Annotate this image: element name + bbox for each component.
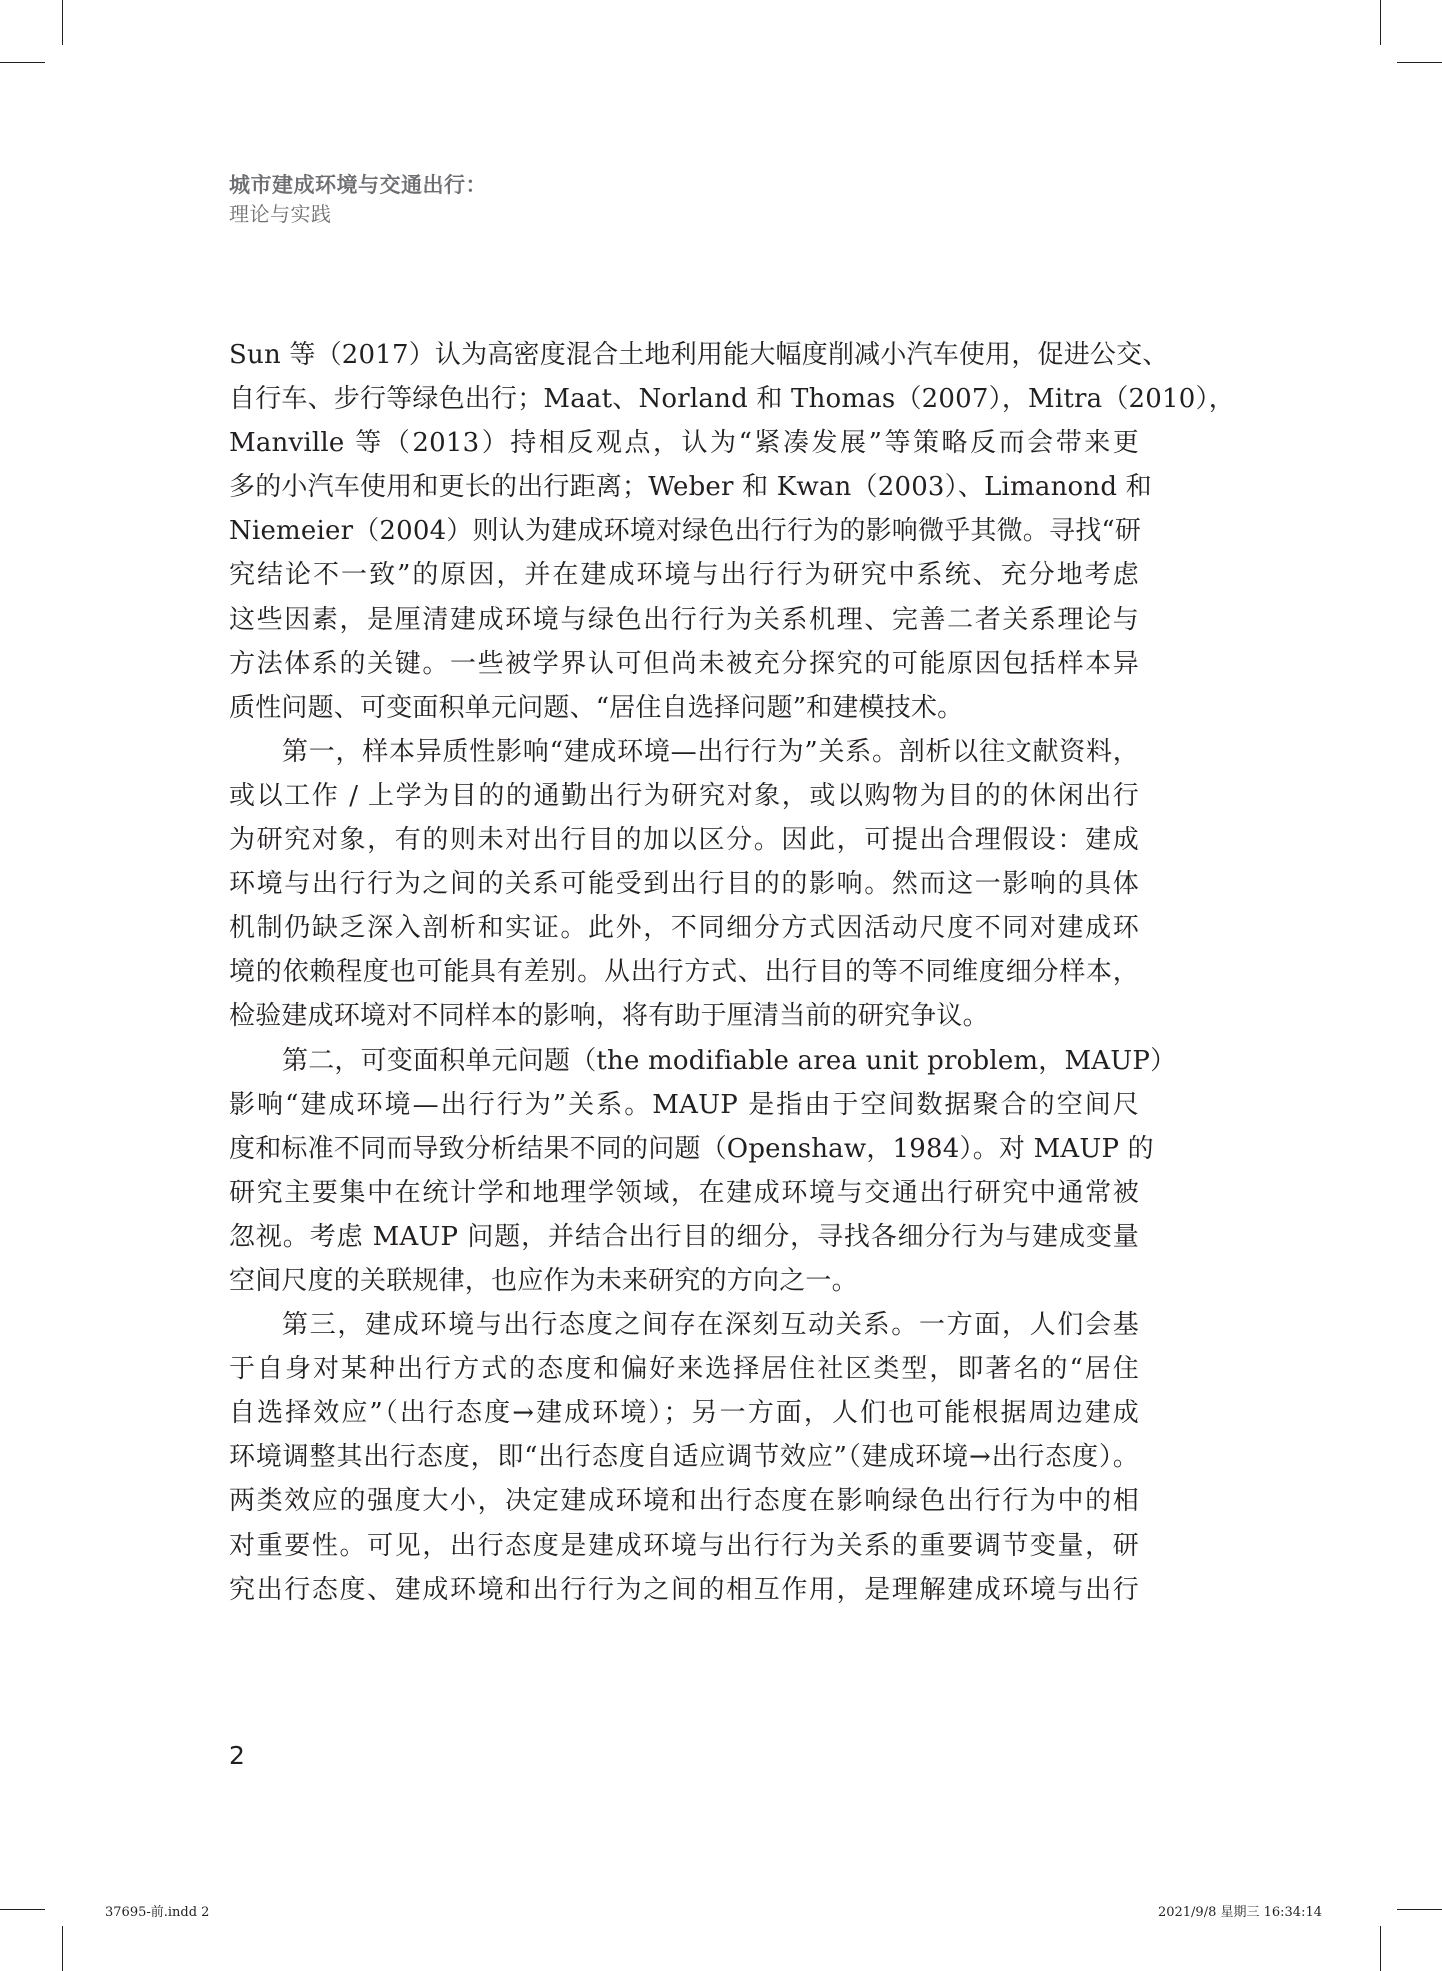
text-line: 境的依赖程度也可能具有差别。从出行方式、出行目的等不同维度细分样本， [229,957,1139,988]
page-number: 2 [229,1741,245,1770]
crop-mark [1380,1926,1381,1971]
text-line: 对重要性。可见，出行态度是建成环境与出行行为关系的重要调节变量，研 [229,1530,1139,1561]
text-line: 第二，可变面积单元问题（the modifiable area unit problem，MAUP） [282,1045,1177,1076]
crop-mark [1397,1909,1442,1910]
text-line: 度和标准不同而导致分析结果不同的问题（Openshaw，1984）。对 MAUP 的 [229,1133,1154,1164]
text-line: 第三，建成环境与出行态度之间存在深刻互动关系。一方面，人们会基 [282,1310,1139,1341]
text-line: 质性问题、可变面积单元问题、“居住自选择问题”和建模技术。 [229,692,964,723]
text-line: 空间尺度的关联规律，也应作为未来研究的方向之一。 [229,1265,858,1296]
text-line: Sun 等（2017）认为高密度混合土地利用能大幅度削减小汽车使用，促进公交、 [229,340,1169,370]
text-line: 影响“建成环境—出行行为”关系。MAUP 是指由于空间数据聚合的空间尺 [229,1089,1139,1120]
crop-mark [1397,62,1442,63]
text-line: 忽视。考虑 MAUP 问题，并结合出行目的细分，寻找各细分行为与建成变量 [229,1221,1139,1252]
text-line: 自行车、步行等绿色出行；Maat、Norland 和 Thomas（2007），Mitra（2010）， [229,384,1235,415]
text-line: 究出行态度、建成环境和出行行为之间的相互作用，是理解建成环境与出行 [229,1574,1139,1605]
text-line: 究结论不一致”的原因，并在建成环境与出行行为研究中系统、充分地考虑 [229,560,1139,591]
text-line: 方法体系的关键。一些被学界认可但尚未被充分探究的可能原因包括样本异 [229,648,1139,679]
running-head-title: 城市建成环境与交通出行： [229,173,487,197]
crop-mark [0,62,45,63]
slug-datetime: 2021/9/8 星期三 16:34:14 [1157,1905,1322,1920]
text-line: 为研究对象，有的则未对出行目的加以区分。因此，可提出合理假设：建成 [229,825,1139,856]
text-line: 多的小汽车使用和更长的出行距离；Weber 和 Kwan（2003）、Limanond 和 [229,472,1152,503]
text-line: 自选择效应”（出行态度→建成环境）；另一方面，人们也可能根据周边建成 [229,1398,1139,1429]
text-line: Manville 等（2013）持相反观点，认为“紧凑发展”等策略反而会带来更 [229,428,1139,459]
text-line: 研究主要集中在统计学和地理学领域，在建成环境与交通出行研究中通常被 [229,1177,1139,1208]
text-line: 或以工作 / 上学为目的的通勤出行为研究对象，或以购物为目的的休闲出行 [229,780,1139,811]
running-head-subtitle: 理论与实践 [229,202,332,226]
text-line: 检验建成环境对不同样本的影响，将有助于厘清当前的研究争议。 [229,1001,989,1032]
text-line: 机制仍缺乏深入剖析和实证。此外，不同细分方式因活动尺度不同对建成环 [229,913,1139,944]
crop-mark [0,1909,45,1910]
text-line: 第一，样本异质性影响“建成环境—出行行为”关系。剖析以往文献资料， [282,736,1139,767]
text-line: Niemeier（2004）则认为建成环境对绿色出行行为的影响微乎其微。寻找“研 [229,516,1142,547]
text-line: 这些因素，是厘清建成环境与绿色出行行为关系机理、完善二者关系理论与 [229,604,1139,635]
body-text [229,333,1235,1612]
crop-mark [1380,0,1381,45]
running-head [229,171,487,229]
slug-file-name: 37695-前.indd 2 [105,1905,210,1920]
text-line: 环境与出行行为之间的关系可能受到出行目的的影响。然而这一影响的具体 [229,869,1139,900]
text-line: 于自身对某种出行方式的态度和偏好来选择居住社区类型，即著名的“居住 [229,1354,1139,1385]
crop-mark [62,0,63,45]
text-line: 两类效应的强度大小，决定建成环境和出行态度在影响绿色出行行为中的相 [229,1486,1139,1517]
text-line: 环境调整其出行态度，即“出行态度自适应调节效应”（建成环境→出行态度）。 [229,1442,1139,1473]
crop-mark [62,1926,63,1971]
